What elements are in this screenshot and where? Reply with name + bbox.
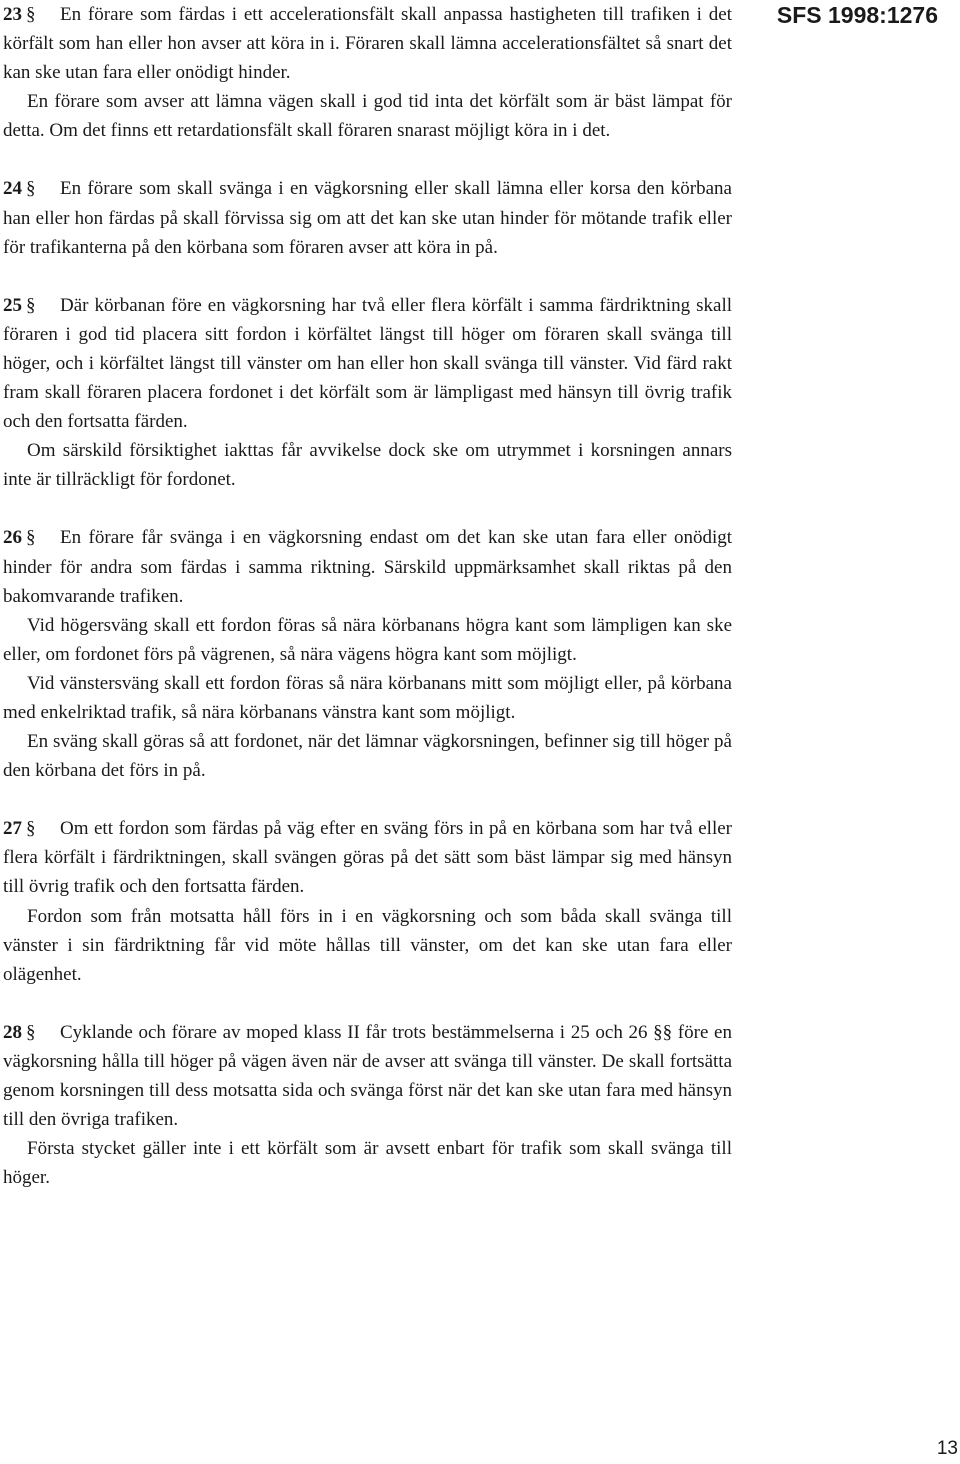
paragraph-text: Cyklande och förare av moped klass II får trots bestämmelserna i 25 och 26 §§ före en vägkorsning hålla till höger på vägen även när de avser att svänga till vänster. De skall fortsätta genom korsningen till dess motsatta sida och svänga först när det kan ske utan fara med hänsyn till den övriga trafiken. — [3, 1021, 732, 1131]
section-number: 23 — [3, 4, 22, 25]
section-paragraph: Om särskild försiktighet iakttas får avvikelse dock ske om utrymmet i korsningen annars inte är tillräckligt för fordonet. — [3, 440, 732, 491]
section-mark: § — [26, 178, 36, 200]
document-body — [3, 0, 732, 1221]
section-mark: § — [26, 818, 36, 840]
section-number: 28 — [3, 1021, 22, 1043]
section-paragraph — [3, 523, 732, 610]
section-mark: § — [26, 1021, 36, 1043]
section-number: 26 — [3, 527, 22, 549]
section-23 — [3, 0, 732, 145]
section-26 — [3, 523, 732, 785]
section-mark: § — [26, 4, 36, 25]
section-mark: § — [26, 294, 36, 316]
section-25 — [3, 291, 732, 495]
paragraph-text: Där körbanan före en vägkorsning har två eller flera körfält i samma färdriktning skall föraren i god tid placera sitt fordon i körfältet längst till höger om föraren skall svänga till höger, och i körfältet längst till vänster om han eller hon skall svänga till vänster. Vid färd rakt fram skall föraren placera fordonet i det körfält som är lämpligast med hänsyn till övrig trafik och den fortsatta färden. — [3, 294, 732, 433]
section-mark: § — [26, 527, 36, 549]
section-paragraph: Vid högersväng skall ett fordon föras så nära körbanans högra kant som lämpligen kan ske eller, om fordonet förs på vägrenen, så nära vägens högra kant som möjligt. — [3, 614, 732, 665]
section-paragraph — [3, 291, 732, 436]
section-paragraph — [3, 1018, 732, 1134]
section-number: 24 — [3, 178, 22, 200]
section-paragraph: En sväng skall göras så att fordonet, när det lämnar vägkorsningen, befinner sig till höger på den körbana det förs in på. — [3, 731, 732, 782]
paragraph-text: En förare som skall svänga i en vägkorsning eller skall lämna eller korsa den körbana han eller hon färdas på skall förvissa sig om att det kan ske utan hinder för mötande trafik eller för trafikanterna på den körbana som föraren avser att köra in på. — [3, 178, 732, 258]
section-27 — [3, 814, 732, 989]
paragraph-text: En förare får svänga i en vägkorsning endast om det kan ske utan fara eller onödigt hinder för andra som färdas i samma riktning. Särskild uppmärksamhet skall riktas på den bakomvarande trafiken. — [3, 527, 732, 607]
page-number: 13 — [936, 1438, 958, 1459]
section-paragraph — [3, 814, 732, 901]
section-paragraph: En förare som avser att lämna vägen skall i god tid inta det körfält som är bäst lämpat för detta. Om det finns ett retardationsfält skall föraren snarast möjligt köra in i det. — [3, 91, 732, 142]
section-paragraph — [3, 174, 732, 261]
section-number: 27 — [3, 818, 22, 840]
section-28 — [3, 1018, 732, 1193]
section-paragraph: Första stycket gäller inte i ett körfält som är avsett enbart för trafik som skall svänga till höger. — [3, 1138, 732, 1189]
section-24 — [3, 174, 732, 261]
document-code: SFS 1998:1276 — [776, 2, 938, 28]
paragraph-text: Om ett fordon som färdas på väg efter en sväng förs in på en körbana som har två eller flera körfält i färdriktningen, skall svängen göras på det sätt som bäst lämpar sig med hänsyn till övrig trafik och den fortsatta färden. — [3, 818, 732, 898]
section-paragraph: Fordon som från motsatta håll förs in i en vägkorsning och som båda skall svänga till vänster i sin färdriktning får vid möte hållas till vänster, om det kan ske utan fara eller olägenhet. — [3, 905, 732, 985]
section-number: 25 — [3, 294, 22, 316]
section-paragraph — [3, 0, 732, 87]
section-paragraph: Vid vänstersväng skall ett fordon föras så nära körbanans mitt som möjligt eller, på körbana med enkelriktad trafik, så nära körbanans vänstra kant som möjligt. — [3, 672, 732, 723]
paragraph-text: En förare som färdas i ett accelerationsfält skall anpassa hastigheten till trafiken i det körfält som han eller hon avser att köra in i. Föraren skall lämna accelerationsfältet så snart det kan ske utan fara eller onödigt hinder. — [3, 4, 732, 84]
